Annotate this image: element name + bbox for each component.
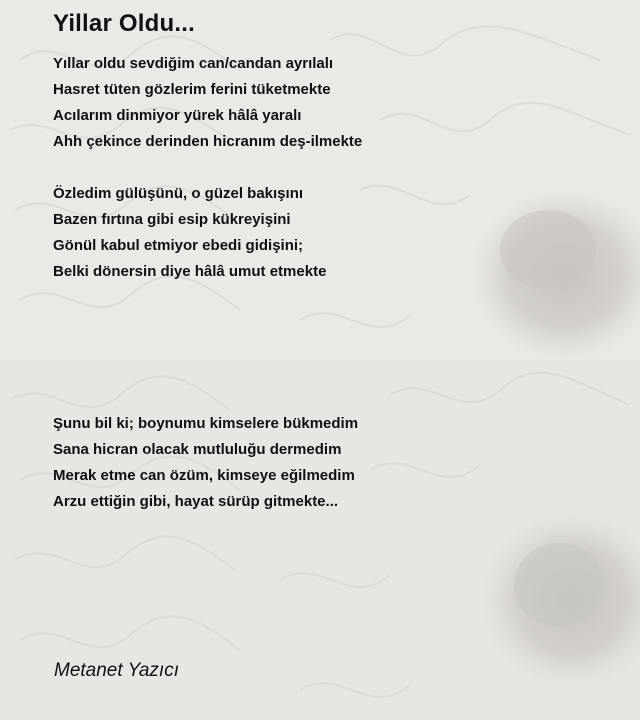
poem-line: Bazen fırtına gibi esip kükreyişini [53, 211, 291, 228]
poem-line: Belki dönersin diye hâlâ umut etmekte [53, 263, 327, 280]
poem-line: Acılarım dinmiyor yürek hâlâ yaralı [53, 107, 302, 124]
poem-line: Sana hicran olacak mutluluğu dermedim [53, 441, 342, 458]
poem-line: Şunu bil ki; boynumu kimselere bükmedim [53, 415, 359, 432]
poem-line: Özledim gülüşünü, o güzel bakışını [53, 185, 304, 202]
poem-line: Ahh çekince derinden hicranım deş-ilmekte [53, 133, 363, 150]
poem-line: Arzu ettiğin gibi, hayat sürüp gitmekte... [53, 493, 339, 510]
poem-title: Yillar Oldu... [53, 10, 195, 37]
poem-line: Hasret tüten gözlerim ferini tüketmekte [53, 81, 331, 98]
poem-line: Merak etme can özüm, kimseye eğilmedim [53, 467, 355, 484]
stanza-1 [53, 54, 613, 158]
stanza-3 [53, 414, 613, 518]
stanza-2 [53, 184, 613, 288]
poem-author: Metanet Yazıcı [54, 660, 179, 681]
poem-line: Yıllar oldu sevdiğim can/candan ayrılalı [53, 55, 334, 72]
poem-line: Gönül kabul etmiyor ebedi gidişini; [53, 237, 304, 254]
